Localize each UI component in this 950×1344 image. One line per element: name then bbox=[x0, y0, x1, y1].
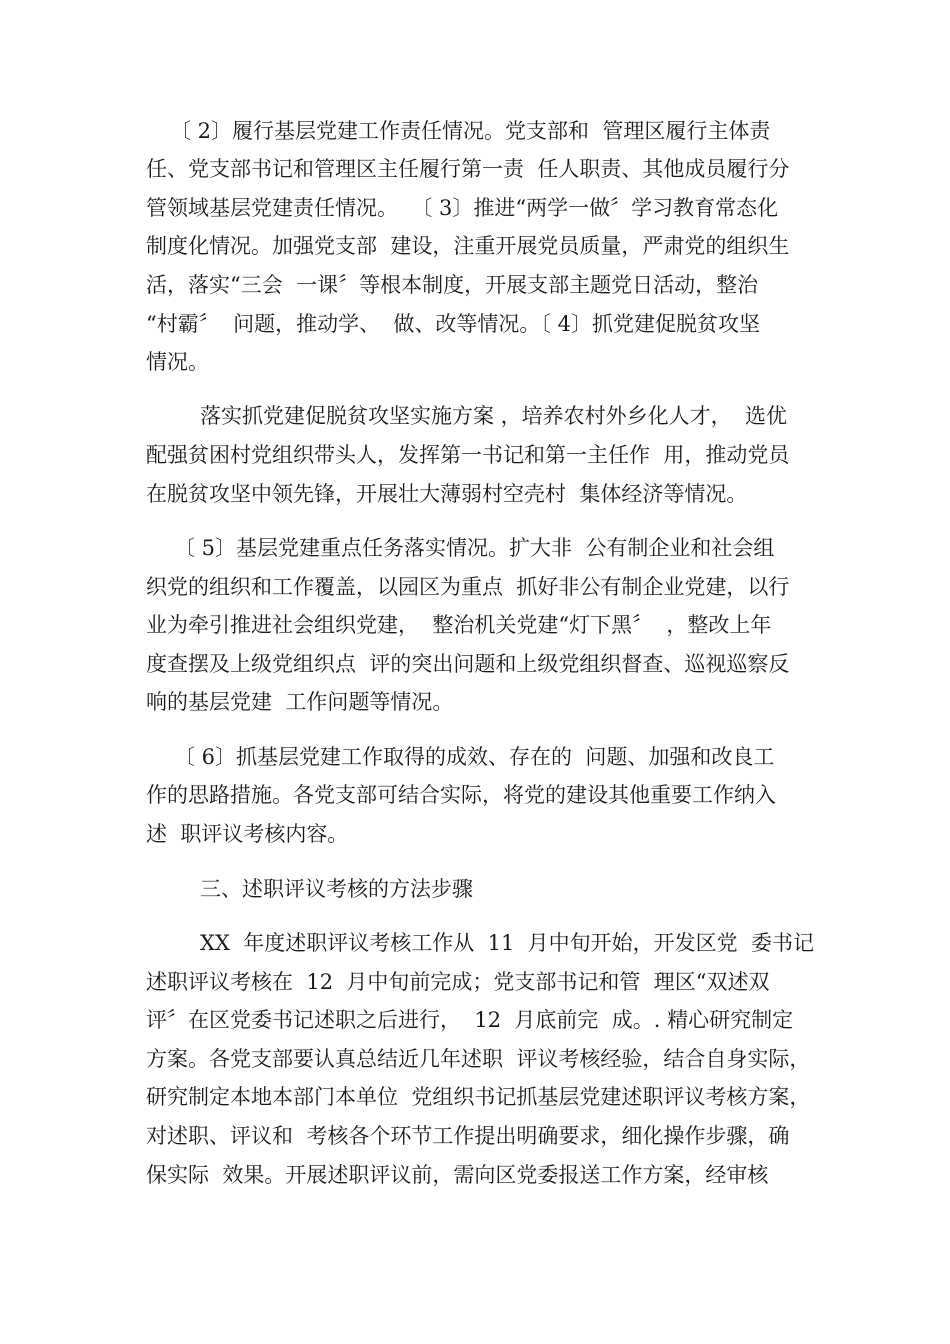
text-line: 织党的组织和工作覆盖，以园区为重点 抓好非公有制企业党建，以行 bbox=[146, 575, 790, 599]
text-line: 制度化情况。加强党支部 建设，注重开展党员质量，严肃党的组织生 bbox=[146, 234, 790, 258]
text-line: 活，落实“三会 一课〞等根本制度，开展支部主题党日活动，整治 bbox=[146, 273, 759, 297]
text-line: 评〞在区党委书记述职之后进行， 12 月底前完 成。. 精心研究制定 bbox=[146, 1008, 794, 1032]
text-line: 情况。 bbox=[146, 350, 209, 374]
text-line: 〔 5〕基层党建重点任务落实情况。扩大非 公有制企业和社会组 bbox=[174, 536, 775, 560]
text-line: “村霸〞 问题，推动学、 做、改等情况。〔 4〕抓党建促脱贫攻坚 bbox=[146, 312, 760, 336]
text-line: 对述职、评议和 考核各个环节工作提出明确要求，细化操作步骤，确 bbox=[146, 1124, 790, 1148]
text-line: 任、党支部书记和管理区主任履行第一责 任人职责、其他成员履行分 bbox=[146, 157, 790, 181]
text-line: 落实抓党建促脱贫攻坚实施方案 ，培养农村外乡化人才， 选优 bbox=[200, 404, 788, 428]
text-line: 方案。各党支部要认真总结近几年述职 评议考核经验，结合自身实际， bbox=[146, 1047, 811, 1071]
section-heading-text: 三、述职评议考核的方法步骤 bbox=[200, 877, 473, 901]
text-line: 作的思路措施。各党支部可结合实际，将党的建设其他重要工作纳入 bbox=[146, 783, 776, 807]
text-line: 保实际 效果。开展述职评议前，需向区党委报送工作方案，经审核 bbox=[146, 1163, 769, 1187]
text-line: XX 年度述职评议考核工作从 11 月中旬开始，开发区党 委书记 bbox=[200, 931, 815, 955]
text-line: 响的基层党建 工作问题等情况。 bbox=[146, 690, 454, 714]
text-line: 〔 2〕履行基层党建工作责任情况。党支部和 管理区履行主体责 bbox=[170, 119, 771, 143]
text-line: 管领域基层党建责任情况。 〔 3〕推进“两学一做〞学习教育常态化 bbox=[146, 196, 779, 220]
text-line: 配强贫困村党组织带头人，发挥第一书记和第一主任作 用，推动党员 bbox=[146, 443, 790, 467]
text-line: 在脱贫攻坚中领先锋，开展壮大薄弱村空壳村 集体经济等情况。 bbox=[146, 482, 748, 506]
text-line: 业为牵引推进社会组织党建， 整治机关党建“灯下黑〞 ，整改上年 bbox=[146, 613, 772, 637]
text-line: 述职评议考核在 12 月中旬前完成；党支部书记和管 理区“双述双 bbox=[146, 970, 770, 994]
text-line: 述 职评议考核内容。 bbox=[146, 822, 349, 846]
text-line: 〔 6〕抓基层党建工作取得的成效、存在的 问题、加强和改良工 bbox=[174, 745, 775, 769]
text-line: 研究制定本地本部门本单位 党组织书记抓基层党建述职评议考核方案， bbox=[146, 1085, 811, 1109]
text-line: 度查摆及上级党组织点 评的突出问题和上级党组织督查、巡视巡察反 bbox=[146, 652, 790, 676]
